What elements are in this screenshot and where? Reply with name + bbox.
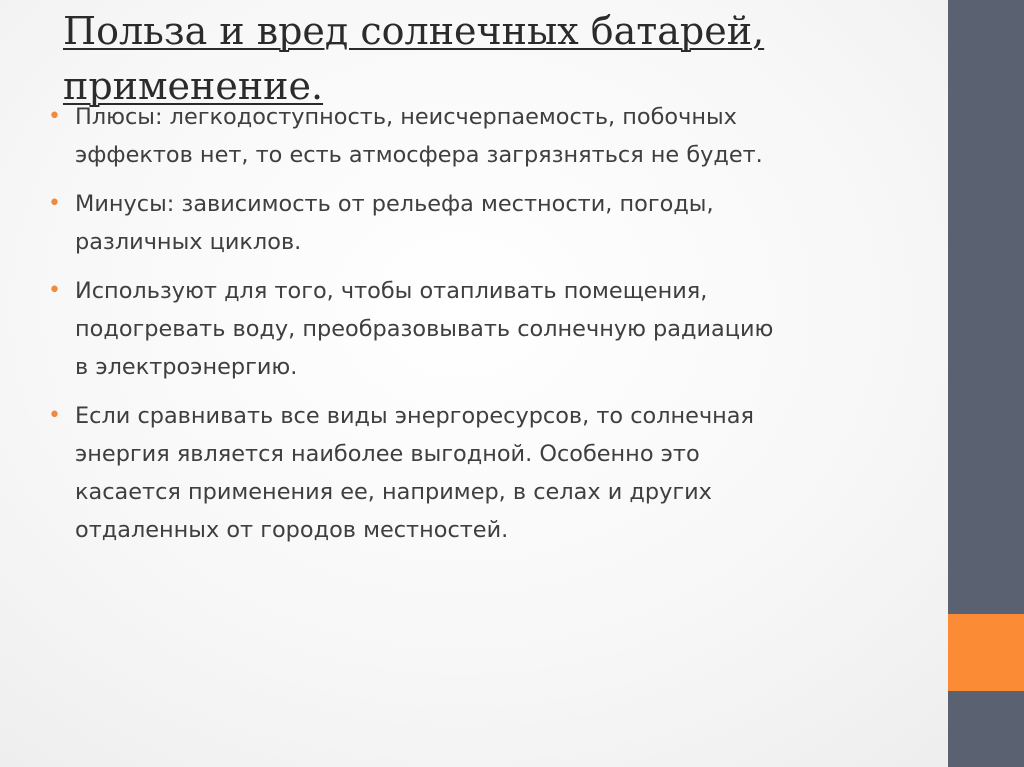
bullet-line: в электроэнергию.	[75, 354, 298, 380]
bullet-dot-icon: •	[48, 191, 61, 216]
bullet-dot-icon: •	[48, 403, 61, 428]
title-line: применение.	[63, 64, 324, 108]
bullet-line: подогревать воду, преобразовывать солнечную радиацию	[75, 316, 774, 342]
bullet-line: Минусы: зависимость от рельефа местности, погоды,	[75, 191, 714, 217]
bullet-item-cons	[48, 185, 918, 261]
bullet-line: Используют для того, чтобы отапливать помещения,	[75, 278, 708, 304]
bullet-line: различных циклов.	[75, 229, 302, 255]
bullet-item-pros	[48, 98, 918, 174]
bullet-item-comparison	[48, 397, 918, 549]
side-accent-block	[948, 614, 1024, 691]
bullet-item-usage	[48, 272, 918, 386]
bullet-dot-icon: •	[48, 104, 61, 129]
side-panel	[948, 0, 1024, 767]
bullet-dot-icon: •	[48, 278, 61, 303]
bullet-line: энергия является наиболее выгодной. Особенно это	[75, 441, 700, 467]
title-line: Польза и вред солнечных батарей,	[63, 9, 765, 53]
bullet-line: Плюсы: легкодоступность, неисчерпаемость, побочных	[75, 104, 737, 130]
bullet-list	[48, 98, 918, 560]
bullet-line: касается применения ее, например, в селах и других	[75, 479, 712, 505]
bullet-line: отдаленных от городов местностей.	[75, 517, 509, 543]
bullet-line: Если сравнивать все виды энергоресурсов, то солнечная	[75, 403, 755, 429]
bullet-line: эффектов нет, то есть атмосфера загрязняться не будет.	[75, 142, 763, 168]
